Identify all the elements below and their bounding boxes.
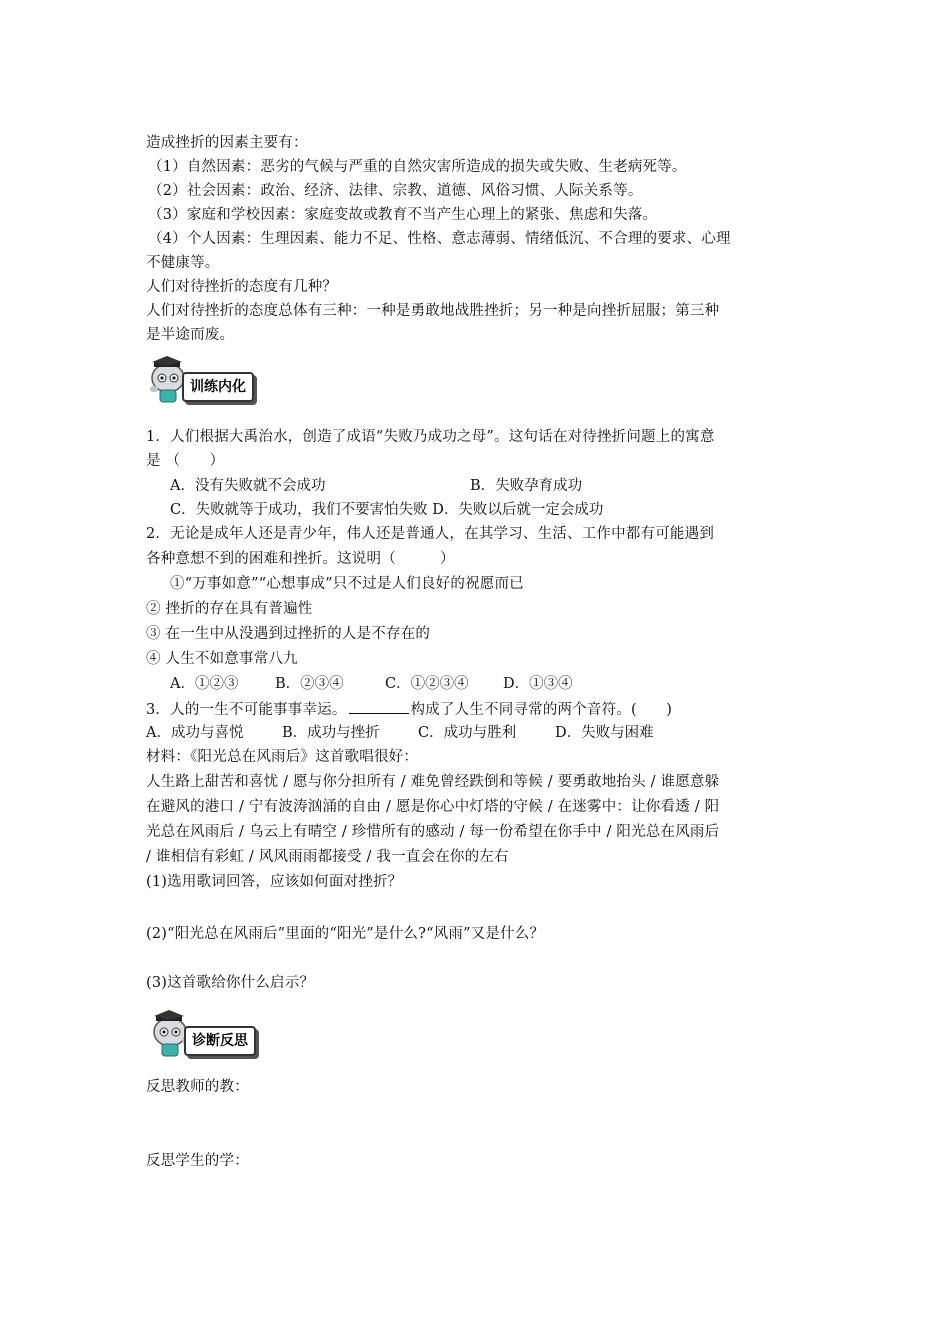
q2-option-b: B．②③④ [275, 676, 344, 692]
q2-statement-4: ④ 人生不如意事常八九 [146, 651, 298, 667]
q1-option-cd: C．失败就等于成功，我们不要害怕失败 D．失败以后就一定会成功 [170, 502, 604, 518]
sub-question-3: (3)这首歌给你什么启示？ [146, 975, 315, 991]
q2-option-c: C．①②③④ [385, 676, 469, 692]
banner-training-label: 训练内化 [182, 372, 254, 402]
q3-stem-after-blank: 构成了人生不同寻常的两个音符。( ) [410, 702, 673, 718]
lyrics-line3: 光总在风雨后 / 乌云上有晴空 / 珍惜所有的感动 / 每一份希望在你手中 / 阳光总在风雨后 [146, 824, 720, 840]
q2-stem-line1: 2．无论是成年人还是青少年，伟人还是普通人，在其学习、生活、工作中都有可能遇到 [146, 526, 715, 542]
attitude-question: 人们对待挫折的态度有几种？ [146, 279, 338, 295]
q2-option-a: A．①②③ [170, 676, 239, 692]
lyrics-line1: 人生路上甜苦和喜忧 / 愿与你分担所有 / 难免曾经跌倒和等候 / 要勇敢地抬头 / 谁愿意躲 [146, 774, 720, 790]
q3-stem-before-blank: 3．人的一生不可能事事幸运。 [146, 702, 347, 718]
lyrics-line2: 在避风的港口 / 宁有波涛汹涌的自由 / 愿是你心中灯塔的守候 / 在迷雾中：让你看透 / 阳 [146, 799, 720, 815]
q3-option-b: B．成功与挫折 [282, 725, 380, 741]
material-intro: 材料：《阳光总在风雨后》这首歌唱很好： [146, 749, 419, 765]
reflect-teacher: 反思教师的教： [146, 1079, 249, 1095]
q2-option-d: D．①③④ [503, 676, 573, 692]
q3-option-d: D．失败与困难 [555, 725, 654, 741]
sub-question-2: (2)“阳光总在风雨后”里面的“阳光”是什么?“风雨”又是什么？ [146, 926, 545, 942]
attitude-answer-line1: 人们对待挫折的态度总体有三种：一种是勇敢地战胜挫折；另一种是向挫折屈服；第三种 [146, 303, 720, 319]
q1-option-b: B．失败孕育成功 [470, 478, 583, 494]
banner-reflect-label: 诊断反思 [184, 1026, 256, 1056]
section-banner-reflect [146, 1010, 271, 1060]
q1-stem-line2: 是 （ ） [146, 453, 225, 469]
factor-natural: （1）自然因素：恶劣的气候与严重的自然灾害所造成的损失或失败、生老病死等。 [148, 159, 687, 175]
factor-personal-line1: （4）个人因素：生理因素、能力不足、性格、意志薄弱、情绪低沉、不合理的要求、心理 [148, 231, 731, 247]
q2-statement-2: ② 挫折的存在具有普遍性 [146, 601, 313, 617]
q2-statement-3: ③ 在一生中从没遇到过挫折的人是不存在的 [146, 626, 431, 642]
factor-social: （2）社会因素：政治、经济、法律、宗教、道德、风俗习惯、人际关系等。 [148, 183, 643, 199]
attitude-answer-line2: 是半途而废。 [146, 327, 235, 343]
lyrics-line4: / 谁相信有彩虹 / 风风雨雨都接受 / 我一直会在你的左右 [146, 849, 509, 865]
q2-stem-line2: 各种意想不到的困难和挫折。这说明（ ） [146, 551, 455, 567]
q3-option-c: C．成功与胜利 [418, 725, 517, 741]
section-banner-training [146, 356, 266, 406]
q3-answer-blank[interactable] [349, 699, 409, 714]
factor-family-school: （3）家庭和学校因素：家庭变故或教育不当产生心理上的紧张、焦虑和失落。 [148, 207, 658, 223]
factors-heading: 造成挫折的因素主要有： [146, 135, 308, 151]
sub-question-1: (1)选用歌词回答，应该如何面对挫折？ [146, 874, 403, 890]
q1-option-a: A．没有失败就不会成功 [170, 478, 326, 494]
reflect-student: 反思学生的学： [146, 1153, 249, 1169]
q3-stem [146, 699, 672, 719]
factor-personal-line2: 不健康等。 [146, 255, 220, 271]
q1-stem-line1: 1．人们根据大禹治水，创造了成语“失败乃成功之母”。这句话在对待挫折问题上的寓意 [146, 429, 715, 445]
q2-statement-1: ①“万事如意”“心想事成”只不过是人们良好的祝愿而已 [170, 576, 524, 592]
q3-option-a: A．成功与喜悦 [146, 725, 244, 741]
